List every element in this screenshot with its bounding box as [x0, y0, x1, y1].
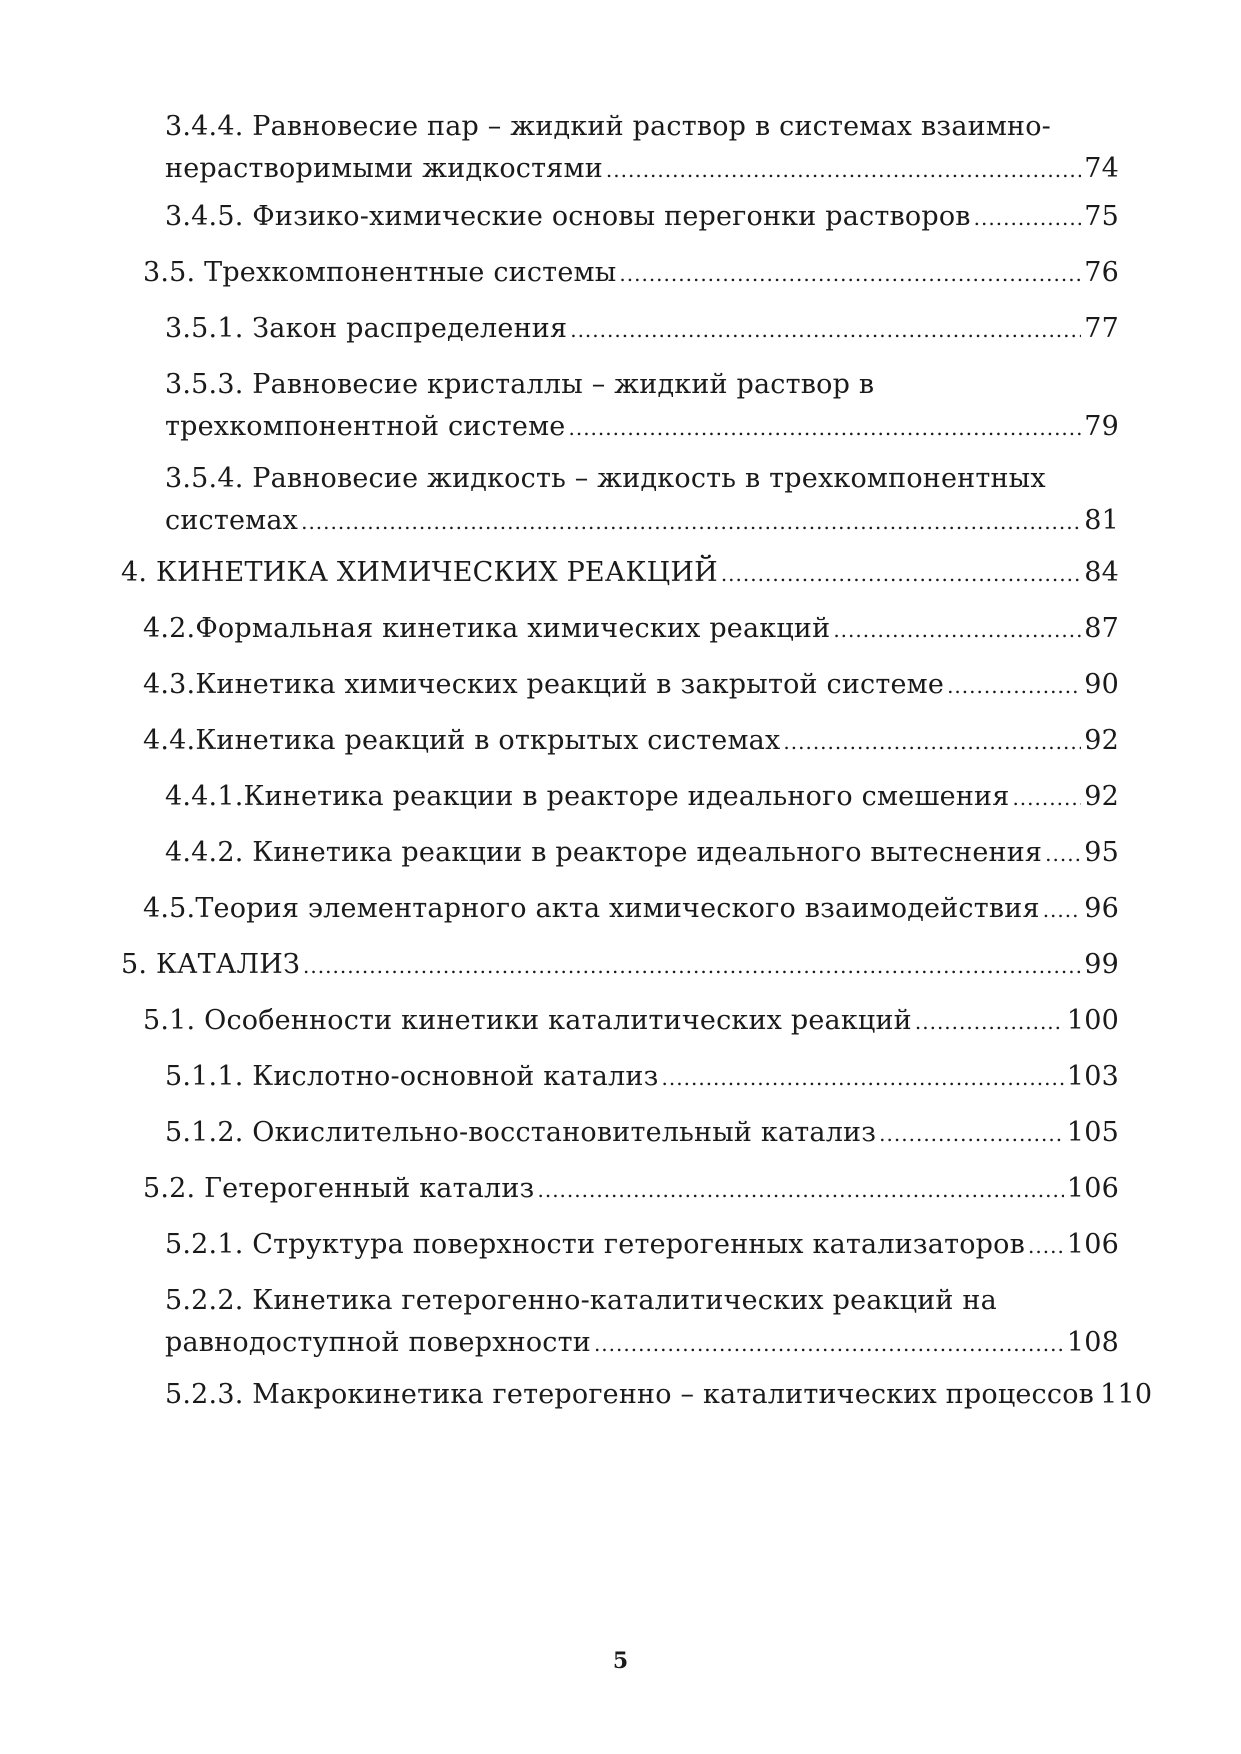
toc-page-number: 84 — [1084, 557, 1119, 588]
toc-entry-title: 3.5. Трехкомпонентные системы — [143, 257, 617, 288]
toc-entry[interactable] — [165, 1112, 1119, 1155]
dot-leader — [833, 609, 1081, 651]
dot-leader — [915, 1001, 1064, 1043]
toc-page-number: 92 — [1084, 725, 1119, 756]
toc-page-number: 108 — [1066, 1327, 1119, 1358]
toc-page-number: 79 — [1084, 411, 1119, 442]
toc-entry[interactable] — [143, 1000, 1119, 1043]
toc-page-number: 92 — [1084, 781, 1119, 812]
toc-entry[interactable] — [165, 458, 1119, 543]
toc-entry-title: 5. КАТАЛИЗ — [121, 949, 301, 980]
toc-entry-title: 4.2.Формальная кинетика химических реакций — [143, 613, 831, 644]
toc-entry-title: 3.4.5. Физико-химические основы перегонки растворов — [165, 201, 971, 232]
dot-leader — [594, 1323, 1064, 1365]
toc-page-number: 96 — [1084, 893, 1119, 924]
toc-page-number: 99 — [1084, 949, 1119, 980]
dot-leader — [879, 1113, 1064, 1155]
toc-entry[interactable] — [121, 944, 1119, 987]
dot-leader — [1045, 833, 1081, 875]
toc-page-number: 75 — [1084, 201, 1119, 232]
dot-leader — [721, 553, 1081, 595]
dot-leader — [537, 1169, 1063, 1211]
toc-entry[interactable] — [121, 552, 1119, 595]
toc-entry-title: 5.1. Особенности кинетики каталитических реакций — [143, 1005, 912, 1036]
dot-leader — [606, 149, 1081, 191]
toc-page-number: 106 — [1066, 1173, 1119, 1204]
toc-page-number: 81 — [1084, 505, 1119, 536]
toc-entry-title: 4.4.Кинетика реакций в открытых системах — [143, 725, 781, 756]
toc-entry-title: 5.2.1. Структура поверхности гетерогенных катализаторов — [165, 1229, 1026, 1260]
toc-entry-title: 4.4.1.Кинетика реакции в реакторе идеального смешения — [165, 781, 1010, 812]
toc-page-number: 95 — [1084, 837, 1119, 868]
toc-entry-title: 5.1.1. Кислотно-основной катализ — [165, 1061, 659, 1092]
dot-leader — [301, 501, 1081, 543]
toc-entry-title: 4. КИНЕТИКА ХИМИЧЕСКИХ РЕАКЦИЙ — [121, 557, 718, 588]
toc-entry-title-line: 3.4.4. Равновесие пар – жидкий раствор в системах взаимно- — [165, 111, 1051, 142]
toc-page-number: 105 — [1066, 1117, 1119, 1148]
dot-leader — [570, 309, 1081, 351]
toc-entry[interactable] — [143, 608, 1119, 651]
toc-entry[interactable] — [165, 196, 1119, 239]
toc-page-number: 100 — [1066, 1005, 1119, 1036]
toc-page-number: 106 — [1066, 1229, 1119, 1260]
toc-entry[interactable] — [165, 106, 1119, 191]
toc-entry[interactable] — [165, 832, 1119, 875]
dot-leader — [303, 945, 1081, 987]
toc-entry-title-line: нерастворимыми жидкостями — [165, 153, 603, 184]
dot-leader — [974, 197, 1082, 239]
toc-entry-title-line: трехкомпонентной системе — [165, 411, 566, 442]
toc-entry-title-line: системах — [165, 505, 299, 536]
toc-entry-title: 5.2. Гетерогенный катализ — [143, 1173, 535, 1204]
toc-entry-title-line: 5.2.2. Кинетика гетерогенно-каталитических реакций на — [165, 1285, 997, 1316]
toc-entry[interactable] — [143, 720, 1119, 763]
toc-entry[interactable] — [165, 776, 1119, 819]
toc-entry[interactable] — [143, 888, 1119, 931]
toc-entry[interactable] — [165, 364, 1119, 449]
toc-entry-title: 4.4.2. Кинетика реакции в реакторе идеального вытеснения — [165, 837, 1043, 868]
toc-entry-title-line: 3.5.3. Равновесие кристаллы – жидкий раствор в — [165, 369, 875, 400]
toc-entry[interactable] — [143, 1168, 1119, 1211]
toc-page-number: 110 — [1100, 1379, 1153, 1410]
toc-page-number: 103 — [1066, 1061, 1119, 1092]
toc-entry[interactable] — [165, 1224, 1119, 1267]
dot-leader — [662, 1057, 1064, 1099]
toc-page-number: 77 — [1084, 313, 1119, 344]
toc-entry[interactable] — [143, 664, 1119, 707]
toc-entry[interactable] — [165, 1374, 1153, 1416]
toc-entry[interactable] — [143, 252, 1119, 295]
toc-entry-title-line: 3.5.4. Равновесие жидкость – жидкость в трехкомпонентных — [165, 463, 1046, 494]
toc-entry-title-line: равнодоступной поверхности — [165, 1327, 591, 1358]
toc-entry[interactable] — [165, 1280, 1119, 1365]
dot-leader — [1043, 889, 1082, 931]
dot-leader — [568, 407, 1081, 449]
toc-page-number: 87 — [1084, 613, 1119, 644]
toc-page-number: 90 — [1084, 669, 1119, 700]
toc-entry[interactable] — [165, 1056, 1119, 1099]
dot-leader — [1028, 1225, 1064, 1267]
toc-page-number: 76 — [1084, 257, 1119, 288]
dot-leader — [1012, 777, 1081, 819]
toc-entry-title: 3.5.1. Закон распределения — [165, 313, 568, 344]
toc-entry[interactable] — [165, 308, 1119, 351]
dot-leader — [947, 665, 1081, 707]
toc-entry-title: 4.3.Кинетика химических реакций в закрытой системе — [143, 669, 945, 700]
page-number: 5 — [612, 1648, 629, 1674]
toc-page-number: 74 — [1084, 153, 1119, 184]
toc-entry-title: 4.5.Теория элементарного акта химического взаимодействия — [143, 893, 1040, 924]
dot-leader — [619, 253, 1081, 295]
toc-entry-title: 5.2.3. Макрокинетика гетерогенно – каталитических процессов — [165, 1379, 1095, 1410]
dot-leader — [783, 721, 1081, 763]
toc-entry-title: 5.1.2. Окислительно-восстановительный катализ — [165, 1117, 877, 1148]
